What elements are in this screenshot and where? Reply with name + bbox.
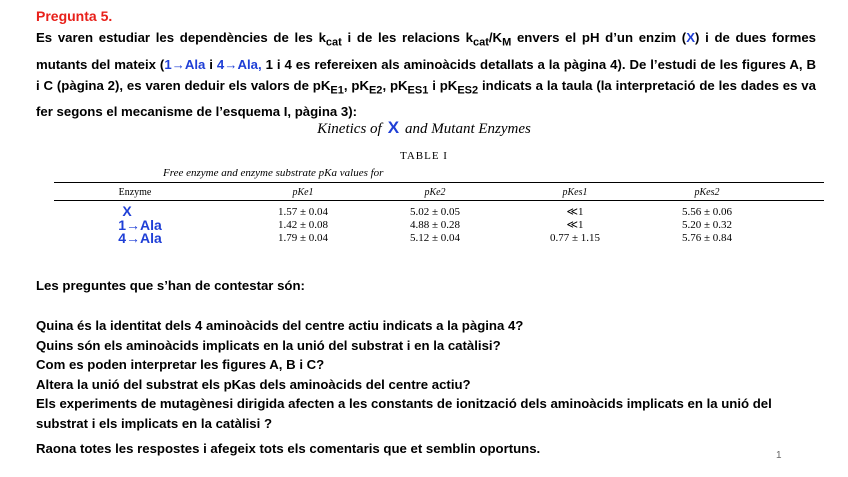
table-header-rule [54, 200, 824, 201]
table-cell: 0.77 ± 1.15 [549, 232, 601, 244]
intro-text: ) i de dues formes mutants del mateix ( [36, 30, 817, 72]
table-label: TABLE I [400, 150, 448, 162]
question-item: Altera la unió del substrat els pKas dels aminoàcids del centre actiu? [36, 376, 471, 392]
mutant-4-label: 4→Ala, [216, 56, 262, 72]
table-caption [0, 118, 848, 138]
subscript: ES2 [457, 84, 479, 97]
row-enzyme-1ala: 1→Ala [118, 217, 162, 233]
intro-text: i [205, 56, 217, 72]
intro-text: Es varen estudiar les dependències de les k [36, 30, 326, 45]
subscript: E1 [330, 84, 344, 97]
question-item: Quins són els aminoàcids implicats en la unió del substrat i en la catàlisi? [36, 337, 501, 353]
page-number: 1 [776, 450, 782, 461]
table-cell: ≪1 [566, 206, 584, 218]
question-item: Com es poden interpretar les figures A, B i C? [36, 357, 325, 372]
table-cell: 4.88 ± 0.28 [409, 219, 461, 231]
questions-heading: Les preguntes que s’han de contestar són: [36, 278, 305, 293]
table-cell: 5.12 ± 0.04 [409, 232, 461, 244]
intro-text: , pK [382, 77, 408, 93]
question-item: Quina és la identitat dels 4 aminoàcids del centre actiu indicats a la pàgina 4? [36, 318, 524, 333]
subscript: E2 [368, 84, 383, 97]
header-pke1: pKe1 [292, 187, 314, 198]
intro-text: indicats a la taula (la interpretació de les dades es va fer segons el mecanisme de l’esquema I, pàgina 3): [36, 77, 816, 120]
table-cell: 5.02 ± 0.05 [409, 206, 461, 218]
subscript: cat [325, 36, 342, 49]
question-item: Els experiments de mutagènesi dirigida afecten a les constants de ionització dels aminoàcids implicats en la unió del substrat i els implicats en la catàlisi ? [36, 396, 772, 431]
intro-text: /K [488, 30, 503, 45]
closing-instruction: Raona totes les respostes i afegeix tots els comentaris que et semblin oportuns. [36, 441, 541, 456]
caption-x: X [387, 118, 400, 137]
table-cell: 5.56 ± 0.06 [681, 206, 733, 218]
enzyme-x-label: X [686, 30, 695, 45]
header-pke2: pKe2 [424, 187, 446, 198]
subscript: ES1 [407, 84, 429, 97]
table-cell: 5.76 ± 0.84 [681, 232, 733, 244]
subscript: M [502, 36, 512, 49]
row-enzyme-x: X [122, 203, 132, 219]
caption-text: Kinetics of [317, 121, 382, 137]
header-pkes1: pKes1 [562, 187, 588, 198]
intro-text: 1 i 4 es refereixen als aminoàcids detallats a la pàgina 4). De l’estudi de les figures A, B i C (pàgina 2), es varen deduir els valors de pK [36, 56, 816, 93]
table-subtitle: Free enzyme and enzyme substrate pKa values for [163, 167, 384, 179]
table-cell: 1.79 ± 0.04 [277, 232, 329, 244]
questions-list [36, 316, 816, 433]
table-cell: 1.57 ± 0.04 [277, 206, 329, 218]
table-cell: ≪1 [566, 219, 584, 231]
table-top-rule [54, 182, 824, 183]
header-enzyme: Enzyme [118, 187, 152, 198]
row-enzyme-4ala: 4→Ala [118, 230, 162, 246]
table-cell: 5.20 ± 0.32 [681, 219, 733, 231]
intro-paragraph [36, 27, 816, 122]
mutant-1-label: 1→Ala [164, 56, 206, 72]
intro-text: , pK [343, 77, 369, 93]
intro-text: i pK [428, 77, 458, 93]
question-title: Pregunta 5. [36, 8, 113, 24]
caption-text: and Mutant Enzymes [405, 121, 531, 137]
table-cell: 1.42 ± 0.08 [277, 219, 329, 231]
header-pkes2: pKes2 [694, 187, 720, 198]
subscript: cat [472, 36, 489, 49]
intro-text: i de les relacions k [341, 30, 473, 45]
intro-text: envers el pH d’un enzim ( [511, 30, 687, 45]
